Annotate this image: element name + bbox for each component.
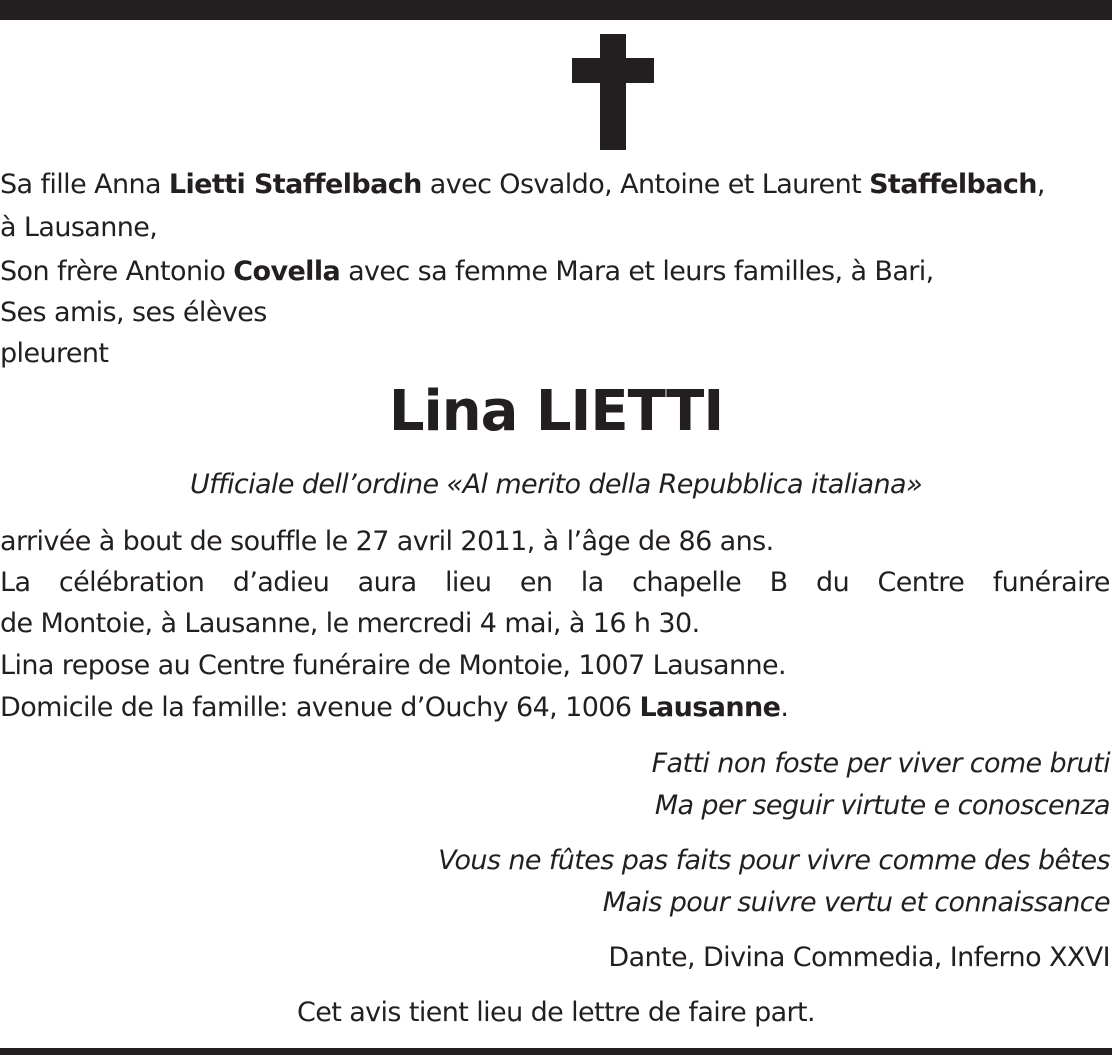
cross-icon: [572, 34, 654, 150]
deceased-name: Lina LIETTI: [388, 379, 724, 444]
top-border-rule: [0, 0, 1112, 20]
ceremony-line-2: de Montoie, à Lausanne, le mercredi 4 mai, à 16 h 30.: [0, 608, 700, 639]
bottom-border-rule: [0, 1048, 1112, 1055]
family-name-lietti-staffelbach: Lietti Staffelbach: [168, 169, 422, 200]
ceremony-word: B: [769, 567, 788, 598]
ceremony-word: d’adieu: [232, 567, 330, 598]
ceremony-word: lieu: [445, 567, 492, 598]
family-name-covella: Covella: [233, 256, 341, 287]
quote-italian-line-1: Fatti non foste per viver come bruti: [651, 748, 1110, 779]
death-announcement: arrivée à bout de souffle le 27 avril 2011, à l’âge de 86 ans.: [0, 526, 774, 557]
domicile-city: Lausanne: [639, 692, 781, 723]
quote-source: Dante, Divina Commedia, Inferno XXVI: [608, 942, 1110, 973]
notice-line: Cet avis tient lieu de lettre de faire part.: [296, 997, 816, 1028]
quote-italian-line-2: Ma per seguir virtute e conoscenza: [654, 790, 1110, 821]
ceremony-word: aura: [357, 567, 417, 598]
ceremony-line-1: [0, 563, 1110, 603]
ceremony-word: La: [0, 567, 31, 598]
ceremony-word: célébration: [58, 567, 205, 598]
ceremony-word: en: [519, 567, 553, 598]
quote-french-line-2: Mais pour suivre vertu et connaissance: [602, 887, 1110, 918]
ceremony-word: funéraire: [992, 567, 1110, 598]
repose-line: Lina repose au Centre funéraire de Montoie, 1007 Lausanne.: [0, 650, 786, 681]
ceremony-word: la: [580, 567, 604, 598]
family-line-3: Son frère Antonio Covella avec sa femme Mara et leurs familles, à Bari,: [0, 256, 934, 287]
deceased-honor: Ufficiale dell’ordine «Al merito della Repubblica italiana»: [189, 469, 923, 500]
ceremony-word: du: [816, 567, 850, 598]
ceremony-word: chapelle: [632, 567, 742, 598]
ceremony-word: Centre: [877, 567, 965, 598]
family-line-4: Ses amis, ses élèves: [0, 297, 267, 328]
family-line-2: à Lausanne,: [0, 212, 158, 243]
domicile-line: Domicile de la famille: avenue d’Ouchy 64, 1006 Lausanne.: [0, 692, 789, 723]
family-line-1: Sa fille Anna Lietti Staffelbach avec Osvaldo, Antoine et Laurent Staffelbach,: [0, 169, 1045, 200]
family-name-staffelbach: Staffelbach: [869, 169, 1037, 200]
family-line-5: pleurent: [0, 338, 109, 369]
quote-french-line-1: Vous ne fûtes pas faits pour vivre comme des bêtes: [438, 845, 1110, 876]
